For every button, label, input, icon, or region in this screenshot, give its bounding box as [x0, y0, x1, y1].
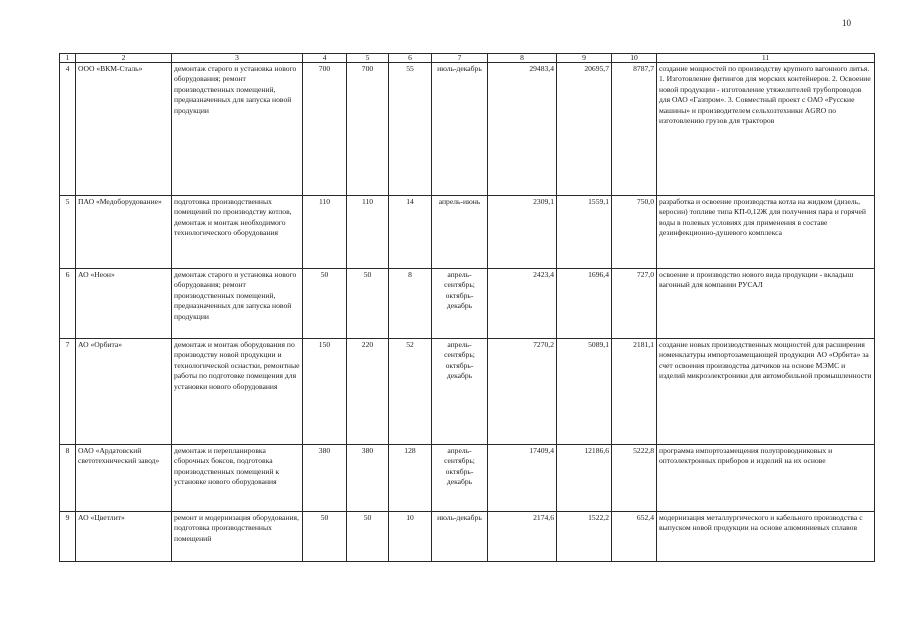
column-header: 10 [612, 54, 657, 63]
value-col-10: 2181,1 [612, 339, 657, 445]
value-col-5: 50 [347, 269, 389, 339]
value-col-10: 5222,8 [612, 445, 657, 512]
value-col-8: 2174,6 [488, 512, 557, 562]
value-col-10: 750,0 [612, 196, 657, 269]
value-col-4: 150 [303, 339, 347, 445]
organization-name: АО «Неон» [76, 269, 172, 339]
value-col-8: 7270,2 [488, 339, 557, 445]
project-description: разработка и освоение производства котла на жидком (дизель, керосин) топливе типа КП-0,12Ж для получения пара и горячей воды в полевых условиях для применения в составе дезинфекционно-душевого комплекса [657, 196, 875, 269]
value-col-5: 50 [347, 512, 389, 562]
value-col-5: 220 [347, 339, 389, 445]
column-header: 1 [60, 54, 76, 63]
header-row [60, 54, 875, 63]
value-col-8: 29483,4 [488, 63, 557, 196]
value-col-10: 727,0 [612, 269, 657, 339]
period: июль-декабрь [432, 512, 488, 562]
works-description: демонтаж старого и установка нового оборудования; ремонт производственных помещений, предназначенных для запуска новой продукции [172, 269, 303, 339]
column-header: 9 [557, 54, 612, 63]
value-col-4: 50 [303, 512, 347, 562]
value-col-8: 2423,4 [488, 269, 557, 339]
period: апрель-сентябрь; октябрь-декабрь [432, 339, 488, 445]
value-col-6: 52 [389, 339, 432, 445]
organization-name: ПАО «Медоборудование» [76, 196, 172, 269]
row-number: 6 [60, 269, 76, 339]
value-col-9: 1522,2 [557, 512, 612, 562]
column-header: 6 [389, 54, 432, 63]
period: апрель-июнь [432, 196, 488, 269]
works-description: демонтаж и перепланировка сборочных боксов, подготовка производственных помещений к установке нового оборудования [172, 445, 303, 512]
table-row [60, 339, 875, 445]
value-col-8: 17409,4 [488, 445, 557, 512]
value-col-9: 1559,1 [557, 196, 612, 269]
value-col-6: 14 [389, 196, 432, 269]
project-description: программа импортозамещения полупроводниковых и оптоэлектронных приборов и изделий на их основе [657, 445, 875, 512]
value-col-10: 652,4 [612, 512, 657, 562]
table-row [60, 269, 875, 339]
works-description: демонтаж и монтаж оборудования по производству новой продукции и технологической оснастки, ремонтные работы по подготовке помещения для установки нового оборудования [172, 339, 303, 445]
value-col-4: 110 [303, 196, 347, 269]
row-number: 4 [60, 63, 76, 196]
organization-name: АО «Орбита» [76, 339, 172, 445]
value-col-6: 128 [389, 445, 432, 512]
value-col-5: 110 [347, 196, 389, 269]
program-table [59, 53, 875, 562]
column-header: 8 [488, 54, 557, 63]
column-header: 2 [76, 54, 172, 63]
value-col-5: 700 [347, 63, 389, 196]
value-col-8: 2309,1 [488, 196, 557, 269]
value-col-4: 380 [303, 445, 347, 512]
value-col-5: 380 [347, 445, 389, 512]
page-number: 10 [842, 18, 851, 28]
value-col-6: 10 [389, 512, 432, 562]
column-header: 4 [303, 54, 347, 63]
value-col-9: 1696,4 [557, 269, 612, 339]
period: июль-декабрь [432, 63, 488, 196]
table-row [60, 512, 875, 562]
organization-name: ОАО «Ардатовский светотехнический завод» [76, 445, 172, 512]
row-number: 9 [60, 512, 76, 562]
value-col-6: 55 [389, 63, 432, 196]
works-description: демонтаж старого и установка нового оборудования; ремонт производственных помещений, предназначенных для запуска новой продукции [172, 63, 303, 196]
project-description: создание мощностей по производству крупного вагонного литья. 1. Изготовление фитингов для морских контейнеров. 2. Освоение новой продукции - изготовление утяжелителей трубопроводов для ОАО «Газпром». 3. Совместный проект с ОАО «Русские машины» и производителем сельхозтехники AGRO по изготовлению грузов для тракторов [657, 63, 875, 196]
value-col-9: 20695,7 [557, 63, 612, 196]
project-description: создание новых производственных мощностей для расширения номенклатуры импортозамещающей продукции АО «Орбита» за счет освоения производства датчиков на основе МЭМС и изделий микроэлектроники для автомобильной промышленности [657, 339, 875, 445]
project-description: освоение и производство нового вида продукции - вкладыш вагонный для компании РУСАЛ [657, 269, 875, 339]
table-row [60, 196, 875, 269]
value-col-4: 700 [303, 63, 347, 196]
period: апрель-сентябрь; октябрь-декабрь [432, 269, 488, 339]
project-description: модернизация металлургического и кабельного производства с выпуском новой продукции на основе алюминиевых сплавов [657, 512, 875, 562]
period: апрель-сентябрь; октябрь-декабрь [432, 445, 488, 512]
value-col-9: 5089,1 [557, 339, 612, 445]
organization-name: ООО «ВКМ-Сталь» [76, 63, 172, 196]
column-header: 3 [172, 54, 303, 63]
row-number: 5 [60, 196, 76, 269]
value-col-4: 50 [303, 269, 347, 339]
organization-name: АО «Цветлит» [76, 512, 172, 562]
value-col-6: 8 [389, 269, 432, 339]
table-row [60, 63, 875, 196]
table-row [60, 445, 875, 512]
row-number: 8 [60, 445, 76, 512]
row-number: 7 [60, 339, 76, 445]
value-col-9: 12186,6 [557, 445, 612, 512]
works-description: подготовка производственных помещений по производству котлов, демонтаж и монтаж необходимого технологического оборудования [172, 196, 303, 269]
works-description: ремонт и модернизация оборудования, подготовка производственных помещений [172, 512, 303, 562]
column-header: 7 [432, 54, 488, 63]
value-col-10: 8787,7 [612, 63, 657, 196]
column-header: 11 [657, 54, 875, 63]
column-header: 5 [347, 54, 389, 63]
